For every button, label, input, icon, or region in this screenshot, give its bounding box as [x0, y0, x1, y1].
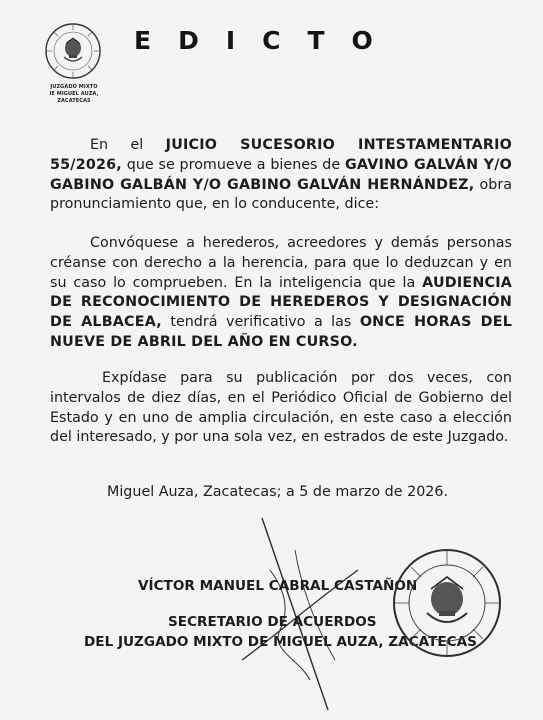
- court-seal-icon: [44, 22, 102, 80]
- court-label-line1: JUZGADO MIXTO: [50, 84, 98, 90]
- dateline: Miguel Auza, Zacatecas; a 5 de marzo de 2026.: [107, 484, 449, 500]
- signer-title-line1: SECRETARIO DE ACUERDOS: [168, 614, 377, 630]
- p1-bold-case-number: JUICIO SUCESORIO INTESTAMENTARIO 55/2026,: [50, 137, 513, 173]
- p1-text-2: que se promueve a bienes de: [121, 156, 345, 173]
- court-label: [34, 84, 114, 105]
- p3-text: Expídase para su publicación por dos veces, con intervalos de diez días, en el Periódico Oficial de Gobierno del Estado y en uno de amplia circulación, en este caso a elección del interesado, y por una sola vez, en estrados de este Juzgado.: [50, 370, 512, 446]
- handwritten-signature: [240, 510, 360, 715]
- paragraph-summons: [50, 234, 512, 353]
- p2-bold-date: ONCE HORAS DEL NUEVE DE ABRIL DEL AÑO EN CURSO.: [50, 314, 512, 350]
- signer-title-line2: DEL JUZGADO MIXTO DE MIGUEL AUZA, ZACATECAS: [84, 634, 477, 650]
- signer-name: VÍCTOR MANUEL CABRAL CASTAÑÓN: [138, 578, 418, 594]
- paragraph-publication: [50, 369, 512, 448]
- court-label-line2: IE MIGUEL AUZA, ZACATECAS: [49, 91, 99, 104]
- p2-text-2: tendrá verificativo a las: [161, 314, 360, 331]
- p1-text-3: obra pronunciamiento que, en lo conducente, dice:: [50, 176, 513, 213]
- p1-bold-decedent-name: GAVINO GALVÁN Y/O GABINO GALBÁN Y/O GABINO GALVÁN HERNÁNDEZ,: [50, 156, 513, 193]
- p2-text-1: Convóquese a herederos, acreedores y demás personas créanse con derecho a la herencia, para que lo deduzcan y en su caso lo comprueben. En la inteligencia que la: [50, 235, 512, 291]
- page-title: EDICTO: [134, 26, 400, 55]
- p2-bold-hearing: AUDIENCIA DE RECONOCIMIENTO DE HEREDEROS Y DESIGNACIÓN DE ALBACEA,: [50, 274, 512, 331]
- paragraph-case: [50, 136, 512, 215]
- official-stamp-icon: [391, 547, 503, 659]
- p1-text-1: En el: [90, 137, 166, 153]
